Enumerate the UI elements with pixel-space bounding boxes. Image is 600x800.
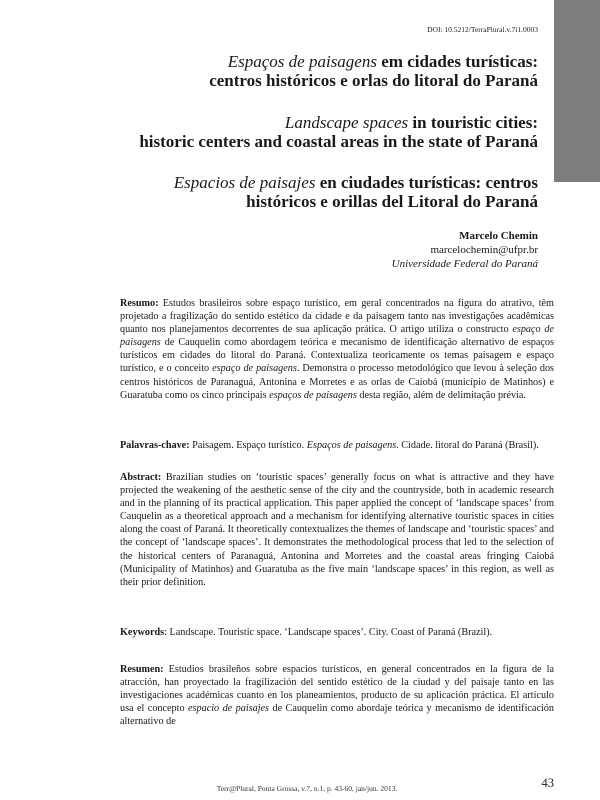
resumo-text-3: . Demonstra o processo metodológico que levou à seleção dos centros históricos de Paranaguá, Antonina e Morretes e as orlas de Caiobá (município de Matinhos) e Guaratuba como os cinco principais — [120, 363, 555, 401]
title-es-rest: en ciudades turísticas: centros — [315, 173, 538, 192]
title-spanish — [174, 173, 538, 211]
resumo-italic-2: espaço de paisagens — [212, 363, 297, 375]
title-es-italic: Espacios de paisajes — [173, 173, 316, 192]
palavras-label: Palavras-chave: — [120, 440, 190, 451]
resumo-italic-1: espaço de paisagens — [120, 324, 554, 349]
resumen-paragraph — [120, 663, 554, 728]
resumen-label: Resumen: — [120, 664, 164, 675]
title-english — [139, 113, 538, 151]
author-block — [392, 229, 538, 271]
title-portuguese — [209, 52, 538, 90]
title-pt-italic: Espaços de paisagens — [227, 52, 377, 71]
palavras-text-1: Paisagem. Espaço turístico. — [189, 440, 307, 451]
resumen-italic: espacio de paisajes — [188, 703, 270, 715]
title-pt-rest: em cidades turísticas: — [376, 52, 538, 71]
title-en-line2: historic centers and coastal areas in the state of Paraná — [139, 132, 538, 151]
resumo-label: Resumo: — [120, 298, 159, 309]
title-en-rest: in touristic cities: — [408, 113, 538, 132]
keywords-label: Keywords — [120, 627, 165, 638]
palavras-chave-paragraph — [120, 439, 554, 452]
title-es-line2: históricos e orillas del Litoral do Paraná — [246, 192, 538, 211]
author-name: Marcelo Chemin — [459, 230, 538, 242]
abstract-label: Abstract: — [120, 472, 162, 483]
page-number: 43 — [541, 776, 554, 790]
gray-side-tab — [554, 0, 600, 182]
doi-text: DOI: 10.5212/TerraPlural.v.7i1.0003 — [427, 25, 538, 34]
title-en-italic: Landscape spaces — [284, 113, 409, 132]
resumen-text-2: de Cauquelin como abordaje teórica y mecanismo de identificación alternativo de — [120, 703, 554, 728]
author-email[interactable]: marcelochemin@ufpr.br — [430, 244, 538, 256]
palavras-text-2: . Cidade. litoral do Paraná (Brasil). — [396, 440, 539, 451]
resumen-text-1: Estudios brasileños sobre espacios turísticos, en general concentrados en la figura de la atracción, han proyectado la fragilización del sentido estético de la ciudad y del paisaje tanto en las investigaciones académicas cuanto en los planeamientos, producto de su aplicación práctica. El artículo usa el concepto — [120, 664, 554, 715]
title-pt-line2: centros históricos e orlas do litoral do Paraná — [209, 71, 538, 90]
resumo-paragraph — [120, 297, 554, 402]
keywords-paragraph — [120, 626, 554, 639]
keywords-text: : Landscape. Touristic space. ‘Landscape spaces’. City. Coast of Paraná (Brazil). — [164, 627, 493, 638]
footer-citation: Terr@Plural, Ponta Grossa, v.7, n.1, p. 43-60, jan/jun. 2013. — [216, 784, 398, 793]
resumo-text-2: de Cauquelin como abordagem teórica e mecanismo de identificação alternativo de espaços turísticos em cidades do litoral do Paraná. Contextualiza teoricamente os temas paisagem e espaço turístico, e o conceito — [120, 337, 554, 375]
palavras-italic: Espaços de paisagens — [306, 440, 397, 451]
resumo-text-4: desta região, além de delimitação prévia. — [356, 389, 526, 401]
abstract-text: Brazilian studies on ‘touristic spaces’ generally focus on what is attractive and they have projected the weakening of the aesthetic sense of the city and the countryside, both in academic research and in the planning of its practical application. This paper applied the concept of ‘landscape spaces’ from Cauquelin as a theoretical approach and a mechanism for identifying alternative touristic spaces in cities along the coast of Paraná. It theoretically contextualizes the themes of landscape and ‘touristic spaces’ and the concept of ‘landscape spaces’. It demonstrates the methodological process that led to the selection of the historical centers of Paranaguá, Antonina and Morretes and the coastal areas fringing Caiobá (Municipality of Matinhos) and Guaratuba as the five main ‘landscape spaces’ in this region, as well as their prior definition. — [120, 472, 554, 588]
resumo-text-1: Estudos brasileiros sobre espaço turístico, em geral concentrados na figura do atrativo, têm projetado a fragilização do sentido estético da cidade e da paisagem tanto nas investigações acadêmicas quanto nos planejamentos decorrentes de sua aplicação prática. O artigo utiliza o constructo — [120, 298, 554, 336]
abstract-paragraph — [120, 471, 554, 589]
author-institution: Universidade Federal do Paraná — [391, 258, 538, 270]
resumo-italic-3: espaços de paisagens — [269, 389, 357, 401]
